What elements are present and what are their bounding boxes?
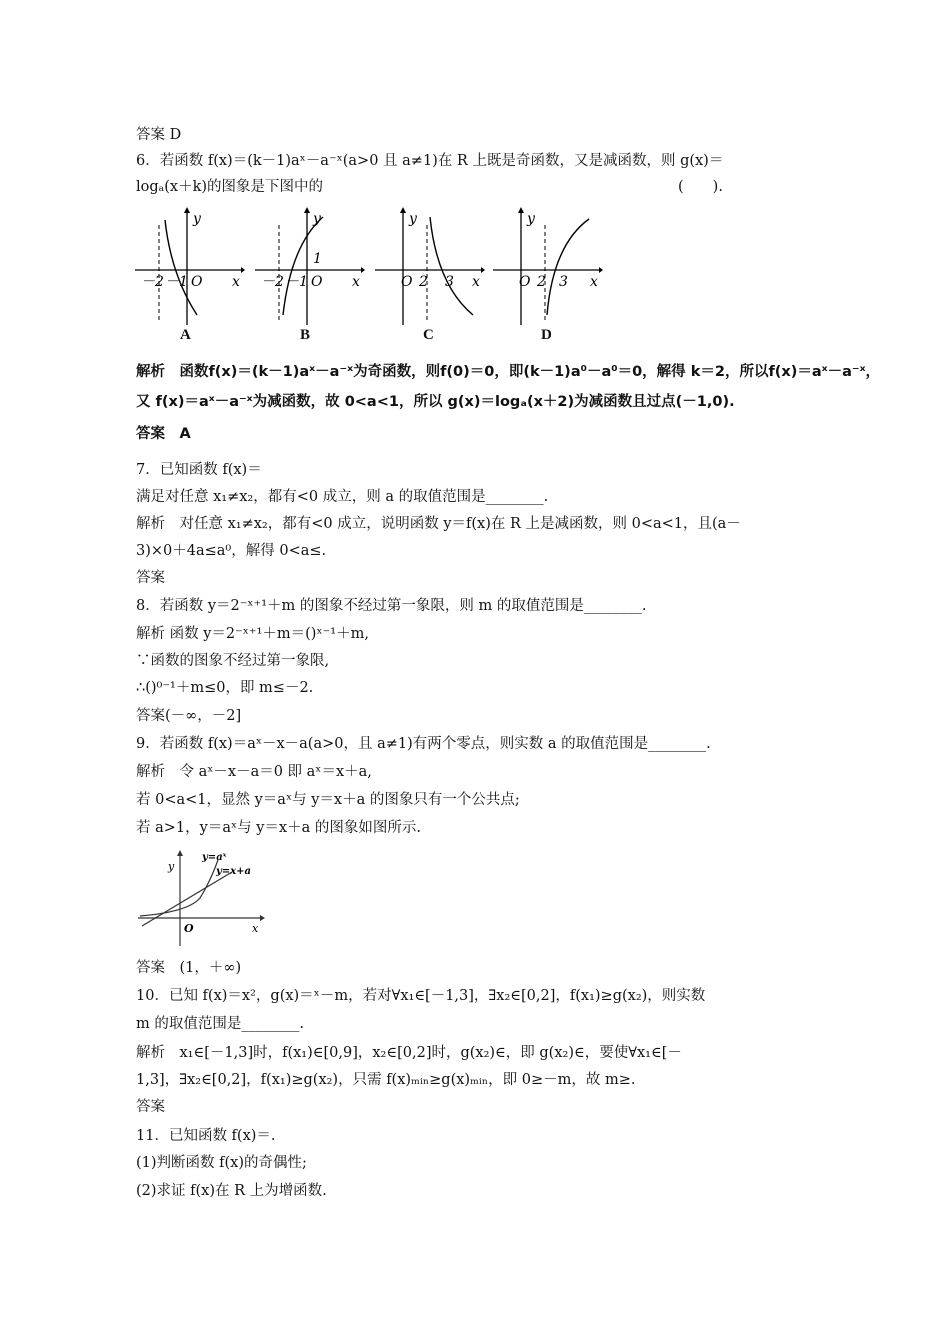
text-line: 答案 (1，＋∞) [136, 960, 242, 976]
text-line: ∴()⁰⁻¹＋m≤0，即 m≤－2. [136, 680, 314, 696]
graph-c [375, 205, 485, 325]
graph-b-tick: －1 [285, 274, 308, 290]
text-line: m 的取值范围是________. [136, 1016, 304, 1032]
graph-b-tick: 1 [313, 251, 322, 267]
graph-c-label: C [423, 327, 434, 343]
text-line: 若 a>1，y＝aˣ与 y＝x＋a 的图象如图所示. [136, 820, 421, 836]
text-line: 满足对任意 x₁≠x₂，都有<0 成立，则 a 的取值范围是________. [136, 489, 549, 505]
small-graph-ylabel: y [168, 860, 175, 873]
small-graph-curve2: y=x+a [216, 866, 252, 877]
text-line: logₐ(x＋k)的图象是下图中的 [136, 179, 324, 195]
graph-b [255, 205, 365, 325]
text-line: 8．若函数 y＝2⁻ˣ⁺¹＋m 的图象不经过第一象限，则 m 的取值范围是________. [136, 598, 647, 614]
text-line: (1)判断函数 f(x)的奇偶性; [136, 1155, 307, 1171]
text-line: 答案(－∞，－2] [136, 708, 242, 724]
graph-d-xlabel: x [590, 274, 598, 290]
graph-b-label: B [300, 327, 311, 343]
small-graph-curve1: y=aˣ [202, 852, 227, 863]
text-line: 答案 [136, 1099, 165, 1115]
text-line: 又 f(x)＝aˣ－a⁻ˣ为减函数，故 0<a<1，所以 g(x)＝logₐ(x＋2)为减函数且过点(－1,0). [136, 394, 735, 410]
answer-blank-paren: ( ). [678, 179, 723, 195]
text-line: 答案 A [136, 426, 191, 442]
graph-a-xlabel: x [232, 274, 240, 290]
text-line: 若 0<a<1，显然 y＝aˣ与 y＝x＋a 的图象只有一个公共点; [136, 792, 520, 808]
graph-c-tick: 3 [445, 274, 454, 290]
graph-c-tick: 2 [419, 274, 428, 290]
text-line: 解析 对任意 x₁≠x₂，都有<0 成立，说明函数 y＝f(x)在 R 上是减函数，则 0<a<1，且(a－ [136, 516, 741, 532]
graph-a-ylabel: y [193, 211, 201, 227]
graph-a-tick: O [191, 274, 203, 290]
text-line: 解析 x₁∈[－1,3]时，f(x₁)∈[0,9]，x₂∈[0,2]时，g(x₂)∈，即 g(x₂)∈，要使∀x₁∈[－ [136, 1045, 682, 1061]
text-line: (2)求证 f(x)在 R 上为增函数. [136, 1183, 327, 1199]
text-line: 10．已知 f(x)＝x²，g(x)＝ˣ－m，若对∀x₁∈[－1,3]，∃x₂∈[0,2]，f(x₁)≥g(x₂)，则实数 [136, 988, 706, 1004]
graph-d-ylabel: y [527, 211, 535, 227]
text-line: 答案 D [136, 127, 182, 143]
text-line: 解析 函数f(x)＝(k－1)aˣ－a⁻ˣ为奇函数，则f(0)＝0，即(k－1)a⁰－a⁰＝0，解得 k＝2，所以f(x)＝aˣ－a⁻ˣ， [136, 364, 881, 380]
text-line: 1,3]，∃x₂∈[0,2]，f(x₁)≥g(x₂)，只需 f(x)ₘᵢₙ≥g(x)ₘᵢₙ，即 0≥－m，故 m≥. [136, 1072, 636, 1088]
graph-d-label: D [541, 327, 552, 343]
text-line: 7．已知函数 f(x)＝ [136, 462, 262, 478]
text-line: 6．若函数 f(x)＝(k－1)aˣ－a⁻ˣ(a>0 且 a≠1)在 R 上既是奇函数，又是减函数，则 g(x)＝ [136, 153, 724, 169]
graph-a-tick: －1 [165, 274, 188, 290]
small-graph [138, 848, 266, 948]
graph-b-tick: －2 [261, 274, 284, 290]
graph-d [493, 205, 603, 325]
text-line: ∵函数的图象不经过第一象限, [136, 653, 330, 669]
small-graph-xlabel: x [252, 922, 259, 935]
graph-b-tick: O [311, 274, 323, 290]
graph-a [135, 205, 245, 325]
text-line: 解析 令 aˣ－x－a＝0 即 aˣ＝x＋a, [136, 764, 372, 780]
graph-b-ylabel: y [313, 211, 321, 227]
graph-a-tick: －2 [141, 274, 164, 290]
text-line: 9．若函数 f(x)＝aˣ－x－a(a>0，且 a≠1)有两个零点，则实数 a 的取值范围是________. [136, 736, 711, 752]
text-line: 3)×0＋4a≤a⁰，解得 0<a≤. [136, 543, 327, 559]
graph-d-tick: 3 [559, 274, 568, 290]
graph-d-tick: O [519, 274, 531, 290]
graph-a-label: A [180, 327, 191, 343]
text-line: 答案 [136, 570, 165, 586]
graph-c-xlabel: x [472, 274, 480, 290]
small-graph-origin: O [184, 922, 194, 935]
graph-c-ylabel: y [409, 211, 417, 227]
text-line: 解析 函数 y＝2⁻ˣ⁺¹＋m＝()ˣ⁻¹＋m, [136, 626, 369, 642]
graph-b-xlabel: x [352, 274, 360, 290]
text-line: 11．已知函数 f(x)＝. [136, 1128, 276, 1144]
graph-c-tick: O [401, 274, 413, 290]
graph-d-tick: 2 [537, 274, 546, 290]
